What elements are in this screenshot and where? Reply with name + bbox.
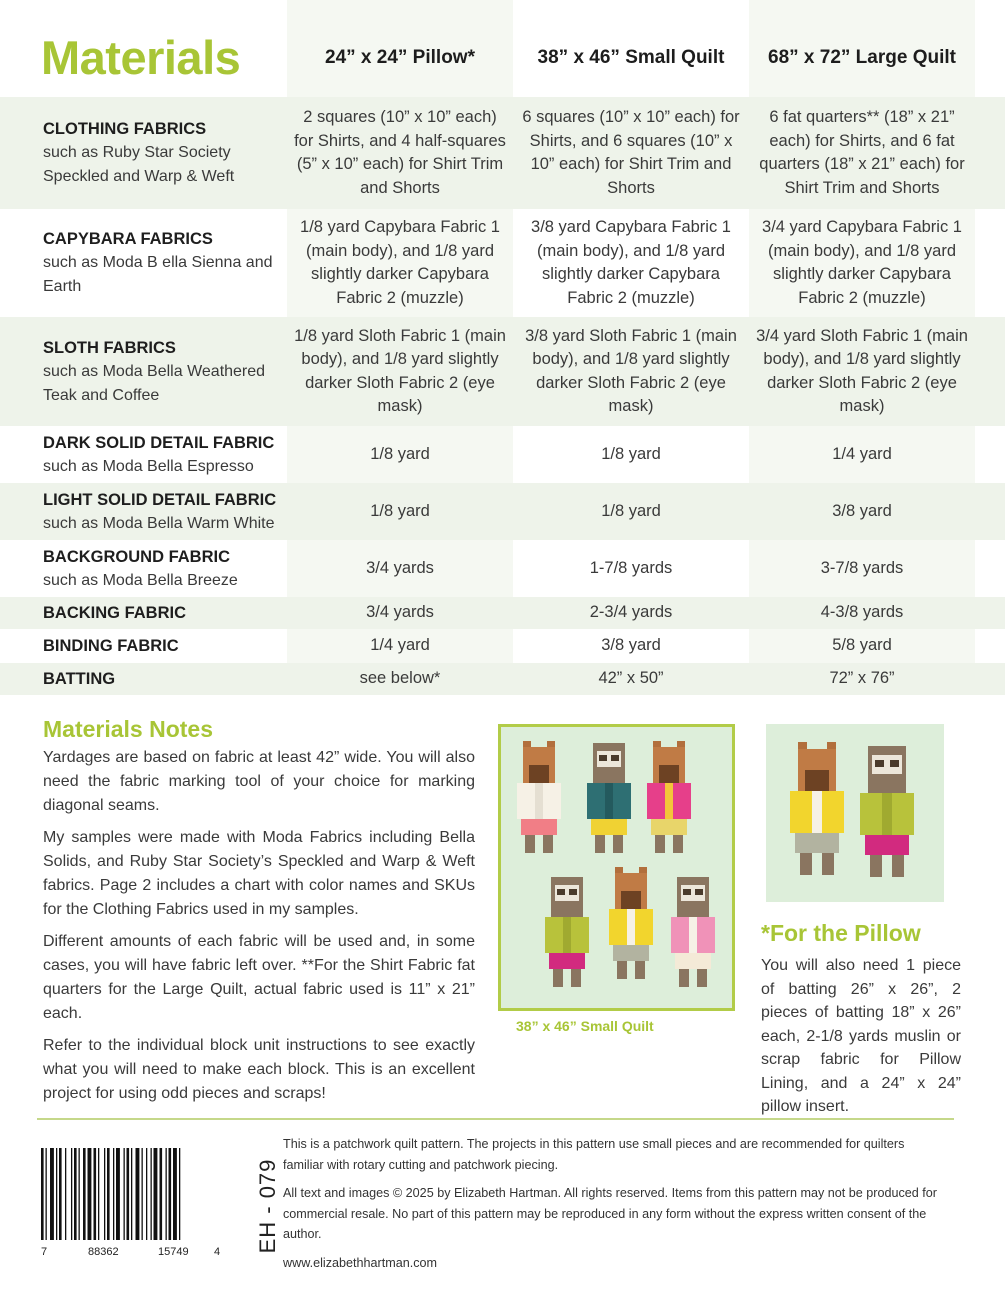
footer-disclaimer: This is a patchwork quilt pattern. The projects in this pattern use small pieces and are recommended for quilters familiar with rotary cutting and patchwork piecing.: [283, 1137, 905, 1172]
barcode-bar: [131, 1148, 132, 1240]
table-row: [0, 540, 1005, 597]
row-label: [43, 483, 283, 540]
barcode-bar: [169, 1148, 172, 1240]
barcode-bar: [160, 1148, 163, 1240]
cell-c1: 1/4 yard: [370, 636, 430, 655]
row-label-main: BATTING: [43, 670, 116, 688]
row-label: [43, 317, 283, 426]
cell-c2: 3/8 yard Capybara Fabric 1 (main body), and 1/8 yard slightly darker Capybara Fabric 2 (muzzle): [531, 218, 731, 307]
sloth-figure: [671, 877, 715, 987]
column-header-pillow: 24” x 24” Pillow*: [325, 47, 475, 68]
cell-c3: 72” x 76”: [829, 669, 895, 688]
capybara-figure: [790, 742, 844, 875]
cell-c1: 1/8 yard: [370, 444, 430, 463]
note-paragraph: My samples were made with Moda Fabrics including Bella Solids, and Ruby Star Society’s Speckled and Warp & Weft fabrics. Page 2 includes a chart with color names and SKUs for the Clothing Fabrics used in my samples.: [43, 829, 475, 918]
barcode-bar: [127, 1148, 130, 1240]
cell-c3: 1/4 yard: [832, 444, 892, 463]
cell-c2: 42” x 50”: [598, 669, 664, 688]
cell-c1: 1/8 yard: [370, 501, 430, 520]
barcode-bar: [56, 1148, 57, 1240]
small-quilt-image: [498, 724, 735, 1011]
barcode-digit-check: 4: [214, 1246, 221, 1258]
barcode-bar: [173, 1148, 177, 1240]
cell-c1: 1/8 yard Capybara Fabric 1 (main body), and 1/8 yard slightly darker Capybara Fabric 2 (muzzle): [300, 218, 500, 307]
note-paragraph: Refer to the individual block unit instructions to see exactly what you will need to make each block. This is an excellent project for using odd pieces and scraps!: [43, 1037, 475, 1102]
cell-c3: 3/4 yard Capybara Fabric 1 (main body), and 1/8 yard slightly darker Capybara Fabric 2 (muzzle): [762, 218, 962, 307]
row-label: [43, 540, 283, 597]
cell-c1: 3/4 yards: [366, 558, 434, 577]
barcode-bar: [166, 1148, 167, 1240]
barcode-bar: [151, 1148, 152, 1240]
row-label-main: BINDING FABRIC: [43, 637, 179, 655]
notes-title: Materials Notes: [43, 716, 214, 742]
cell-c1: see below*: [359, 669, 441, 688]
barcode-bar: [59, 1148, 62, 1240]
barcode-bar: [136, 1148, 140, 1240]
cell-c3: 3/8 yard: [832, 501, 892, 520]
quilt-caption: 38” x 46” Small Quilt: [516, 1018, 654, 1034]
table-row: [0, 597, 1005, 629]
capybara-figure: [517, 741, 561, 853]
cell-c2: 1-7/8 yards: [589, 558, 673, 577]
pillow-illustration: [766, 724, 944, 902]
row-label-sub: such as Moda Bella Weathered Teak and Coffee: [43, 362, 266, 404]
table-row: [0, 630, 1005, 662]
capybara-figure: [609, 867, 653, 979]
barcode-bar: [142, 1148, 143, 1240]
footer-website[interactable]: www.elizabethhartman.com: [283, 1256, 437, 1270]
row-label-main: LIGHT SOLID DETAIL FABRIC: [43, 490, 277, 509]
barcode-bar: [179, 1148, 180, 1240]
row-label: [43, 209, 283, 317]
capybara-figure: [647, 741, 691, 853]
materials-notes: [43, 746, 475, 1114]
row-label-sub: such as Moda Bella Breeze: [43, 571, 238, 589]
row-label: [43, 597, 283, 629]
small-quilt-illustration: [501, 727, 732, 1008]
note-paragraph: Yardages are based on fabric at least 42” wide. You will also need the fabric marking tool of your choice for marking diagonal seams.: [43, 749, 475, 814]
table-row: [0, 663, 1005, 695]
barcode-bar: [65, 1148, 66, 1240]
barcode-bar: [88, 1148, 92, 1240]
row-label-sub: such as Moda Bella Warm White: [43, 514, 275, 532]
cell-c3: 6 fat quarters** (18” x 21” each) for Shirts, and 6 fat quarters (18” x 21” each) for Shirt Trim and Shorts: [759, 108, 965, 197]
cell-c1: 3/4 yards: [366, 603, 434, 622]
cell-c2: 1/8 yard: [601, 444, 661, 463]
column-header-small-quilt: 38” x 46” Small Quilt: [537, 47, 725, 68]
barcode-digits-right: 15749: [158, 1246, 189, 1258]
barcode-image: [37, 1148, 223, 1240]
barcode-bar: [94, 1148, 97, 1240]
barcode-bar: [124, 1148, 125, 1240]
cell-c3: 3-7/8 yards: [820, 558, 904, 577]
sloth-figure: [545, 877, 589, 987]
table-row: [0, 209, 1005, 317]
row-label-sub: such as Moda B ella Sienna and Earth: [43, 254, 273, 295]
cell-c2: 1/8 yard: [601, 501, 661, 520]
cell-c1: 1/8 yard Sloth Fabric 1 (main body), and 1/8 yard slightly darker Sloth Fabric 2 (eye mask): [294, 326, 506, 415]
barcode-bar: [107, 1148, 110, 1240]
row-label-sub: such as Ruby Star Society Speckled and Warp & Weft: [43, 144, 235, 185]
row-label: [43, 426, 283, 483]
pattern-sku: EH - 079: [255, 1158, 280, 1254]
footer-divider: [37, 1118, 954, 1120]
page-title: Materials: [41, 31, 241, 84]
row-label-main: CAPYBARA FABRICS: [43, 230, 213, 248]
row-label-main: BACKING FABRIC: [43, 604, 186, 622]
barcode-bar: [104, 1148, 105, 1240]
row-label: [43, 630, 283, 662]
table-row: [0, 426, 1005, 483]
sloth-figure: [860, 746, 914, 877]
cell-c2: 3/8 yard: [601, 636, 661, 655]
pillow-title: *For the Pillow: [761, 920, 921, 946]
barcode-bar: [146, 1148, 147, 1240]
row-label-main: DARK SOLID DETAIL FABRIC: [43, 433, 275, 452]
footer-copyright: All text and images © 2025 by Elizabeth Hartman. All rights reserved. Items from this pattern may not be produced for commercial resale. No part of this pattern may be reproduced in any form without the express written consent of the author.: [283, 1186, 937, 1241]
barcode-bar: [154, 1148, 158, 1240]
row-label: [43, 663, 283, 695]
barcode-bar: [74, 1148, 77, 1240]
cell-c3: 4-3/8 yards: [820, 603, 904, 622]
cell-c2: 3/8 yard Sloth Fabric 1 (main body), and 1/8 yard slightly darker Sloth Fabric 2 (eye mask): [525, 326, 737, 415]
pillow-image: [766, 724, 944, 902]
table-row: [0, 317, 1005, 426]
table-row: [0, 97, 1005, 209]
barcode-bar: [79, 1148, 80, 1240]
barcode-bar: [46, 1148, 47, 1240]
barcode-bar: [98, 1148, 99, 1240]
cell-c1: 2 squares (10” x 10” each) for Shirts, and 4 half-squares (5” x 10” each) for Shirt Trim and Shorts: [294, 108, 506, 197]
column-header-large-quilt: 68” x 72” Large Quilt: [768, 47, 956, 68]
barcode-bar: [113, 1148, 114, 1240]
sloth-figure: [587, 743, 631, 853]
barcode-bar: [83, 1148, 86, 1240]
note-paragraph: Different amounts of each fabric will be used and, in some cases, you will have fabric left over. **For the Shirt Fabric fat quarters for the Large Quilt, actual fabric used is 11” x 21” each.: [43, 933, 475, 1022]
barcode-digits-left: 88362: [88, 1246, 119, 1258]
barcode-digit-lead: 7: [41, 1246, 48, 1258]
cell-c2: 2-3/4 yards: [589, 603, 673, 622]
row-label-main: SLOTH FABRICS: [43, 338, 176, 357]
barcode-bar: [71, 1148, 72, 1240]
row-label-main: BACKGROUND FABRIC: [43, 547, 230, 566]
row-label-sub: such as Moda Bella Espresso: [43, 457, 254, 475]
table-row: [0, 483, 1005, 540]
barcode-bar: [41, 1148, 44, 1240]
cell-c3: 3/4 yard Sloth Fabric 1 (main body), and 1/8 yard slightly darker Sloth Fabric 2 (eye mask): [756, 326, 968, 415]
barcode-bar: [50, 1148, 54, 1240]
barcode-bar: [116, 1148, 120, 1240]
row-label: [43, 97, 283, 209]
cell-c2: 6 squares (10” x 10” each) for Shirts, and 6 squares (10” x 10” each) for Shirt Trim and Shorts: [522, 108, 740, 197]
row-label-main: CLOTHING FABRICS: [43, 120, 207, 138]
cell-c3: 5/8 yard: [832, 636, 892, 655]
pillow-notes: You will also need 1 piece of batting 26” x 26”, 2 pieces of batting 18” x 26” each, 2-1/8 yards muslin or scrap fabric for Pillow Lining, and a 24” x 24” pillow insert.: [761, 957, 961, 1115]
